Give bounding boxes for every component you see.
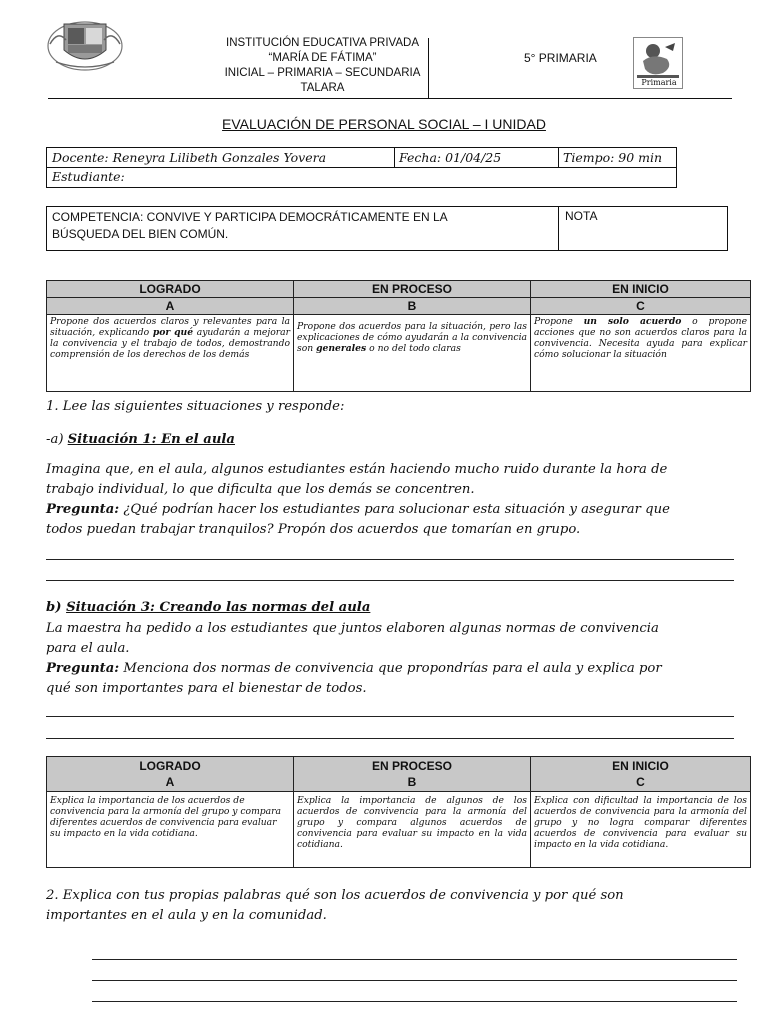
rubric1-desc-b: Propone dos acuerdos para la situación, pero las explicaciones de cómo ayudarán a la convivencia son generales o no del todo claras [294, 315, 531, 392]
situation-b-question-line2: qué son importantes para el bienestar de todos. [46, 681, 367, 696]
situation-a-question-line2: todos puedan trabajar tranquilos? Propón dos acuerdos que tomarían en grupo. [46, 522, 581, 537]
answer-line[interactable] [46, 580, 734, 581]
situation-a-text-line2: trabajo individual, lo que dificulta que los demás se concentren. [46, 482, 475, 497]
rubric1-letter-b: B [294, 298, 531, 315]
rubric1-letter-c: C [531, 298, 751, 315]
rubric2-header-proceso: EN PROCESO B [294, 757, 531, 792]
teacher-name: Docente: Reneyra Lilibeth Gonzales Yovera [52, 150, 327, 165]
rubric-table-1 [46, 280, 751, 392]
rubric1-header-proceso: EN PROCESO [294, 281, 531, 298]
exam-date: Fecha: 01/04/25 [399, 150, 502, 165]
rubric1-header-inicio: EN INICIO [531, 281, 751, 298]
competencia-line2: BÚSQUEDA DEL BIEN COMÚN. [52, 227, 229, 241]
rubric2-desc-c: Explica con dificultad la importancia de los acuerdos de convivencia para la armonía del grupo y no logra comparar diferentes acuerdos de convivencia para evaluar su impacto en la vida cotidiana. [531, 792, 751, 868]
rubric1-desc-a: Propone dos acuerdos claros y relevantes para la situación, explicando por qué ayudarán a mejorar la convivencia y el trabajo de todos, demostrando comprensión de los derechos de los demás [47, 315, 294, 392]
rubric2-header-logrado: LOGRADO A [47, 757, 294, 792]
exam-time: Tiempo: 90 min [563, 150, 663, 165]
student-name-field[interactable]: Estudiante: [52, 169, 125, 184]
school-crest-icon [46, 10, 124, 72]
answer-line[interactable] [46, 716, 734, 717]
primaria-caption: Primaria [641, 78, 677, 87]
answer-line[interactable] [92, 1001, 737, 1002]
question1-intro: 1. Lee las siguientes situaciones y responde: [46, 399, 345, 414]
school-levels: INICIAL – PRIMARIA – SECUNDARIA [224, 67, 421, 79]
answer-line[interactable] [46, 559, 734, 560]
info-table [46, 147, 677, 188]
competencia-box [46, 206, 728, 251]
competencia-line1: COMPETENCIA: CONVIVE Y PARTICIPA DEMOCRÁTICAMENTE EN LA [52, 210, 448, 224]
answer-line[interactable] [46, 738, 734, 739]
situation-a-question-line1: Pregunta: ¿Qué podrían hacer los estudiantes para solucionar esta situación y asegurar que [46, 502, 670, 517]
school-city: TALARA [300, 82, 345, 94]
rubric-table-2 [46, 756, 751, 868]
question2-line2: importantes en el aula y en la comunidad. [46, 908, 327, 923]
situation-a-text-line1: Imagina que, en el aula, algunos estudiantes están haciendo mucho ruido durante la hora de [46, 462, 668, 477]
situation-b-question-line1: Pregunta: Menciona dos normas de convivencia que propondrías para el aula y explica por [46, 661, 662, 676]
rubric1-header-logrado: LOGRADO [47, 281, 294, 298]
situation-a-heading: -a) Situación 1: En el aula [46, 432, 235, 447]
school-name-line2: “MARÍA DE FÁTIMA” [268, 52, 377, 64]
situation-b-text-line1: La maestra ha pedido a los estudiantes que juntos elaboren algunas normas de convivencia [46, 621, 659, 636]
answer-line[interactable] [92, 959, 737, 960]
grade-label: 5° PRIMARIA [524, 51, 597, 65]
rubric2-desc-b: Explica la importancia de algunos de los acuerdos de convivencia para la armonía del grupo y compara algunos acuerdos de convivencia para evaluar su impacto en la vida cotidiana. [294, 792, 531, 868]
rubric1-letter-a: A [47, 298, 294, 315]
rubric2-header-inicio: EN INICIO C [531, 757, 751, 792]
page-title: EVALUACIÓN DE PERSONAL SOCIAL – I UNIDAD [222, 116, 546, 132]
school-name-line1: INSTITUCIÓN EDUCATIVA PRIVADA [226, 37, 419, 49]
answer-line[interactable] [92, 980, 737, 981]
situation-b-heading: b) Situación 3: Creando las normas del aula [46, 600, 371, 615]
situation-b-text-line2: para el aula. [46, 641, 130, 656]
rubric2-desc-a: Explica la importancia de los acuerdos de convivencia para la armonía del grupo y compara diferentes acuerdos de convivencia para evaluar su impacto en la vida cotidiana. [47, 792, 294, 868]
question2-line1: 2. Explica con tus propias palabras qué son los acuerdos de convivencia y por qué son [46, 888, 624, 903]
nota-label: NOTA [565, 209, 598, 223]
rubric1-desc-c: Propone un solo acuerdo o propone acciones que no son acuerdos claros para la convivencia. Necesita ayuda para explicar cómo solucionar la situación [531, 315, 751, 392]
